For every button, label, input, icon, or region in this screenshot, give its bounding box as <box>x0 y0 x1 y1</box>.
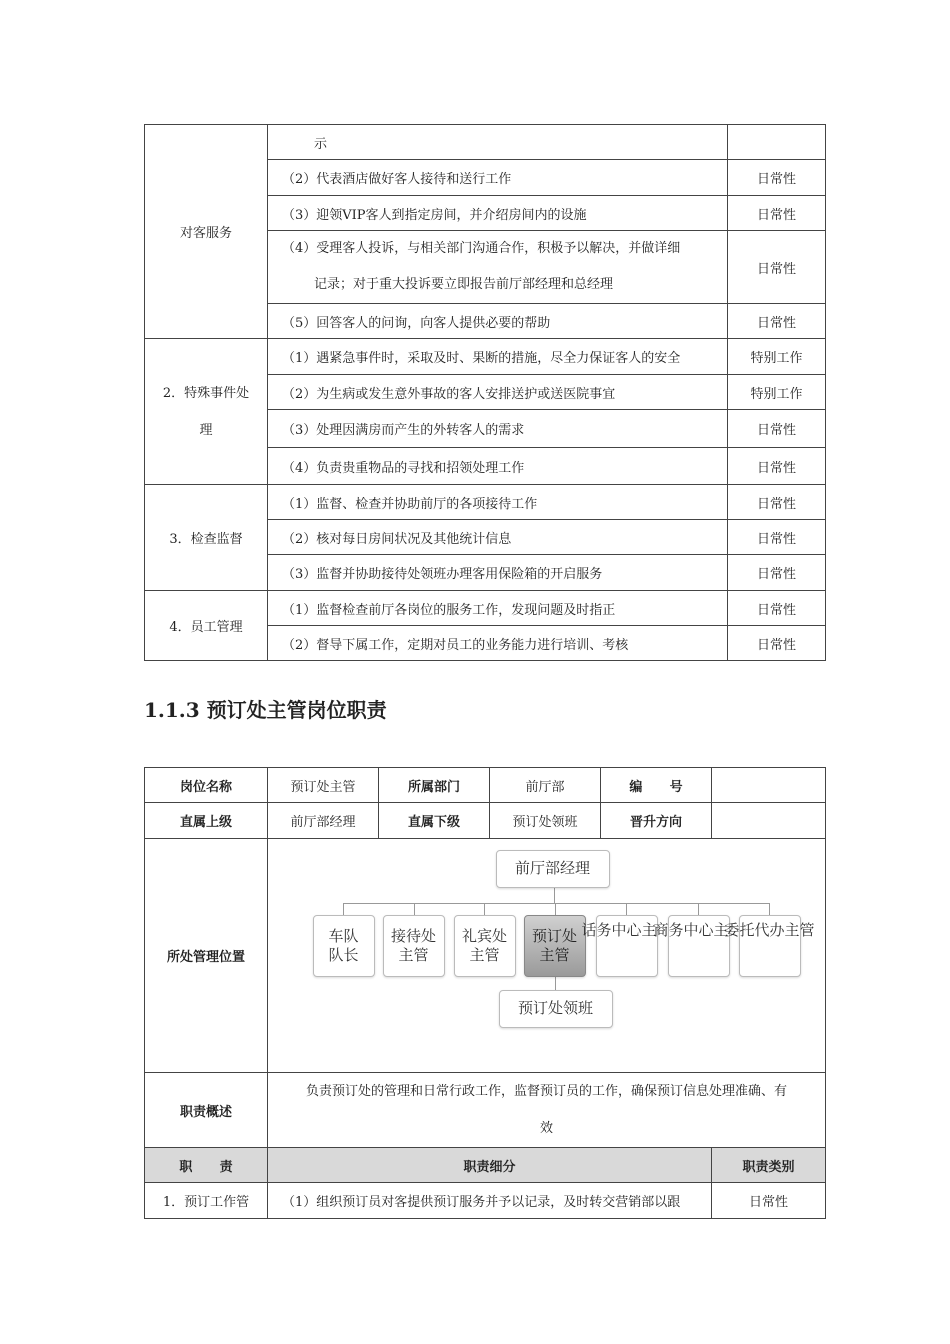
org-node-front-office-manager: 前厅部经理 <box>496 850 610 888</box>
duty-type: 日常性 <box>728 196 826 231</box>
org-node-label: 队长 <box>328 945 359 964</box>
org-node-reception-supervisor <box>383 915 445 977</box>
duty-type: 特别工作 <box>728 375 826 410</box>
duty-type: 日常性 <box>728 555 826 591</box>
duty-type: 日常性 <box>728 304 826 339</box>
summary-text <box>268 1073 826 1148</box>
org-node-label: 主管 <box>469 945 500 964</box>
org-connector <box>769 903 770 915</box>
superior-value: 前厅部经理 <box>268 803 379 839</box>
position-label: 岗位名称 <box>145 768 268 803</box>
duty-detail: （4）负责贵重物品的寻找和招领处理工作 <box>268 448 728 485</box>
subordinate-value: 预订处领班 <box>490 803 601 839</box>
org-chart <box>269 840 825 1072</box>
duty-detail: （3）处理因满房而产生的外转客人的需求 <box>268 410 728 448</box>
job-description-table <box>144 767 826 1219</box>
duty-detail: （1）监督检查前厅各岗位的服务工作，发现问题及时指正 <box>268 591 728 626</box>
duty-table <box>144 124 826 661</box>
summary-label: 职责概述 <box>145 1073 268 1148</box>
org-node-label: 车队 <box>328 926 359 945</box>
org-node-label: 主管 <box>539 945 570 964</box>
org-connector <box>626 903 627 915</box>
table-row <box>145 485 826 520</box>
duty-type <box>728 125 826 160</box>
duty-detail: （3）迎领VIP客人到指定房间，并介绍房间内的设施 <box>268 196 728 231</box>
duty-category: 对客服务 <box>145 125 268 339</box>
duty-detail-line: （4）受理客人投诉，与相关部门沟通合作，积极予以解决，并做详细 <box>282 241 681 256</box>
duty-detail: （2）督导下属工作，定期对员工的业务能力进行培训、考核 <box>268 626 728 661</box>
org-node-label: 预订处 <box>531 926 577 945</box>
summary-line: 效 <box>539 1121 553 1136</box>
org-node-reservation-supervisor <box>524 915 586 977</box>
promotion-label: 晋升方向 <box>601 803 712 839</box>
org-connector <box>343 903 769 904</box>
table-row <box>145 839 826 1073</box>
duty-category: 4．员工管理 <box>145 591 268 661</box>
duty-detail: （5）回答客人的问询，向客人提供必要的帮助 <box>268 304 728 339</box>
org-node-commission-supervisor <box>724 915 815 977</box>
duty-type: 日常性 <box>728 520 826 555</box>
org-chart-cell <box>268 839 826 1073</box>
duty-type: 日常性 <box>712 1183 826 1219</box>
org-node-fleet-captain <box>313 915 375 977</box>
duty-detail: 示 <box>268 125 728 160</box>
org-node-operator-supervisor <box>581 915 658 977</box>
duty-type: 日常性 <box>728 591 826 626</box>
duty-type: 日常性 <box>728 485 826 520</box>
org-connector <box>555 903 556 915</box>
table-row <box>145 591 826 626</box>
subordinate-label: 直属下级 <box>379 803 490 839</box>
duty-detail <box>268 231 728 304</box>
column-header-duty: 职 责 <box>145 1148 268 1183</box>
org-node-label: 礼宾处 <box>461 926 507 945</box>
table-row <box>145 1073 826 1148</box>
org-node-concierge-supervisor <box>454 915 516 977</box>
promotion-value <box>712 803 826 839</box>
duty-detail: （1）监督、检查并协助前厅的各项接待工作 <box>268 485 728 520</box>
duty-category <box>145 339 268 485</box>
duty-category: 3．检查监督 <box>145 485 268 591</box>
duty-detail: （1）遇紧急事件时，采取及时、果断的措施，尽全力保证客人的安全 <box>268 339 728 375</box>
org-connector <box>555 976 556 990</box>
org-node-label: 主管 <box>398 945 429 964</box>
dept-label: 所属部门 <box>379 768 490 803</box>
column-header-detail: 职责细分 <box>268 1148 712 1183</box>
duty-category-line: 理 <box>199 422 213 438</box>
table-row <box>145 768 826 803</box>
duty-category-line: 2．特殊事件处 <box>162 385 250 401</box>
org-connector <box>698 903 699 915</box>
table-row <box>145 125 826 160</box>
table-row <box>145 1183 826 1219</box>
duty-detail: （2）核对每日房间状况及其他统计信息 <box>268 520 728 555</box>
dept-value: 前厅部 <box>490 768 601 803</box>
duty-type: 日常性 <box>728 160 826 196</box>
code-value <box>712 768 826 803</box>
duty-detail: （2）为生病或发生意外事故的客人安排送护或送医院事宜 <box>268 375 728 410</box>
duty-type: 日常性 <box>728 410 826 448</box>
table-header-row <box>145 1148 826 1183</box>
org-node-label: 话务中心主 <box>581 921 657 939</box>
duty-type: 日常性 <box>728 231 826 304</box>
superior-label: 直属上级 <box>145 803 268 839</box>
org-node-label: 接待处 <box>390 926 436 945</box>
duty-detail: （1）组织预订员对客提供预订服务并予以记录，及时转交营销部以跟 <box>268 1183 712 1219</box>
position-value: 预订处主管 <box>268 768 379 803</box>
org-connector <box>343 903 344 915</box>
org-node-reservation-leader: 预订处领班 <box>499 990 613 1028</box>
org-node-label: 委托代办主管 <box>724 921 815 939</box>
code-label: 编 号 <box>601 768 712 803</box>
table-row <box>145 803 826 839</box>
summary-line: 负责预订处的管理和日常行政工作，监督预订员的工作，确保预订信息处理准确、有 <box>305 1084 787 1099</box>
org-node-business-center-supervisor <box>653 915 730 977</box>
duty-type: 日常性 <box>728 448 826 485</box>
column-header-type: 职责类别 <box>712 1148 826 1183</box>
duty-detail: （3）监督并协助接待处领班办理客用保险箱的开启服务 <box>268 555 728 591</box>
duty-detail-line: 记录；对于重大投诉要立即报告前厅部经理和总经理 <box>314 277 614 292</box>
duty-type: 日常性 <box>728 626 826 661</box>
org-connector <box>414 903 415 915</box>
position-chart-label: 所处管理位置 <box>145 839 268 1073</box>
duty-type: 特别工作 <box>728 339 826 375</box>
duty-detail: （2）代表酒店做好客人接待和送行工作 <box>268 160 728 196</box>
duty-category: 1．预订工作管 <box>145 1183 268 1219</box>
org-connector <box>484 903 485 915</box>
table-row <box>145 339 826 375</box>
org-node-label: 商务中心主 <box>653 921 729 939</box>
section-heading: 1.1.3 预订处主管岗位职责 <box>144 698 387 722</box>
